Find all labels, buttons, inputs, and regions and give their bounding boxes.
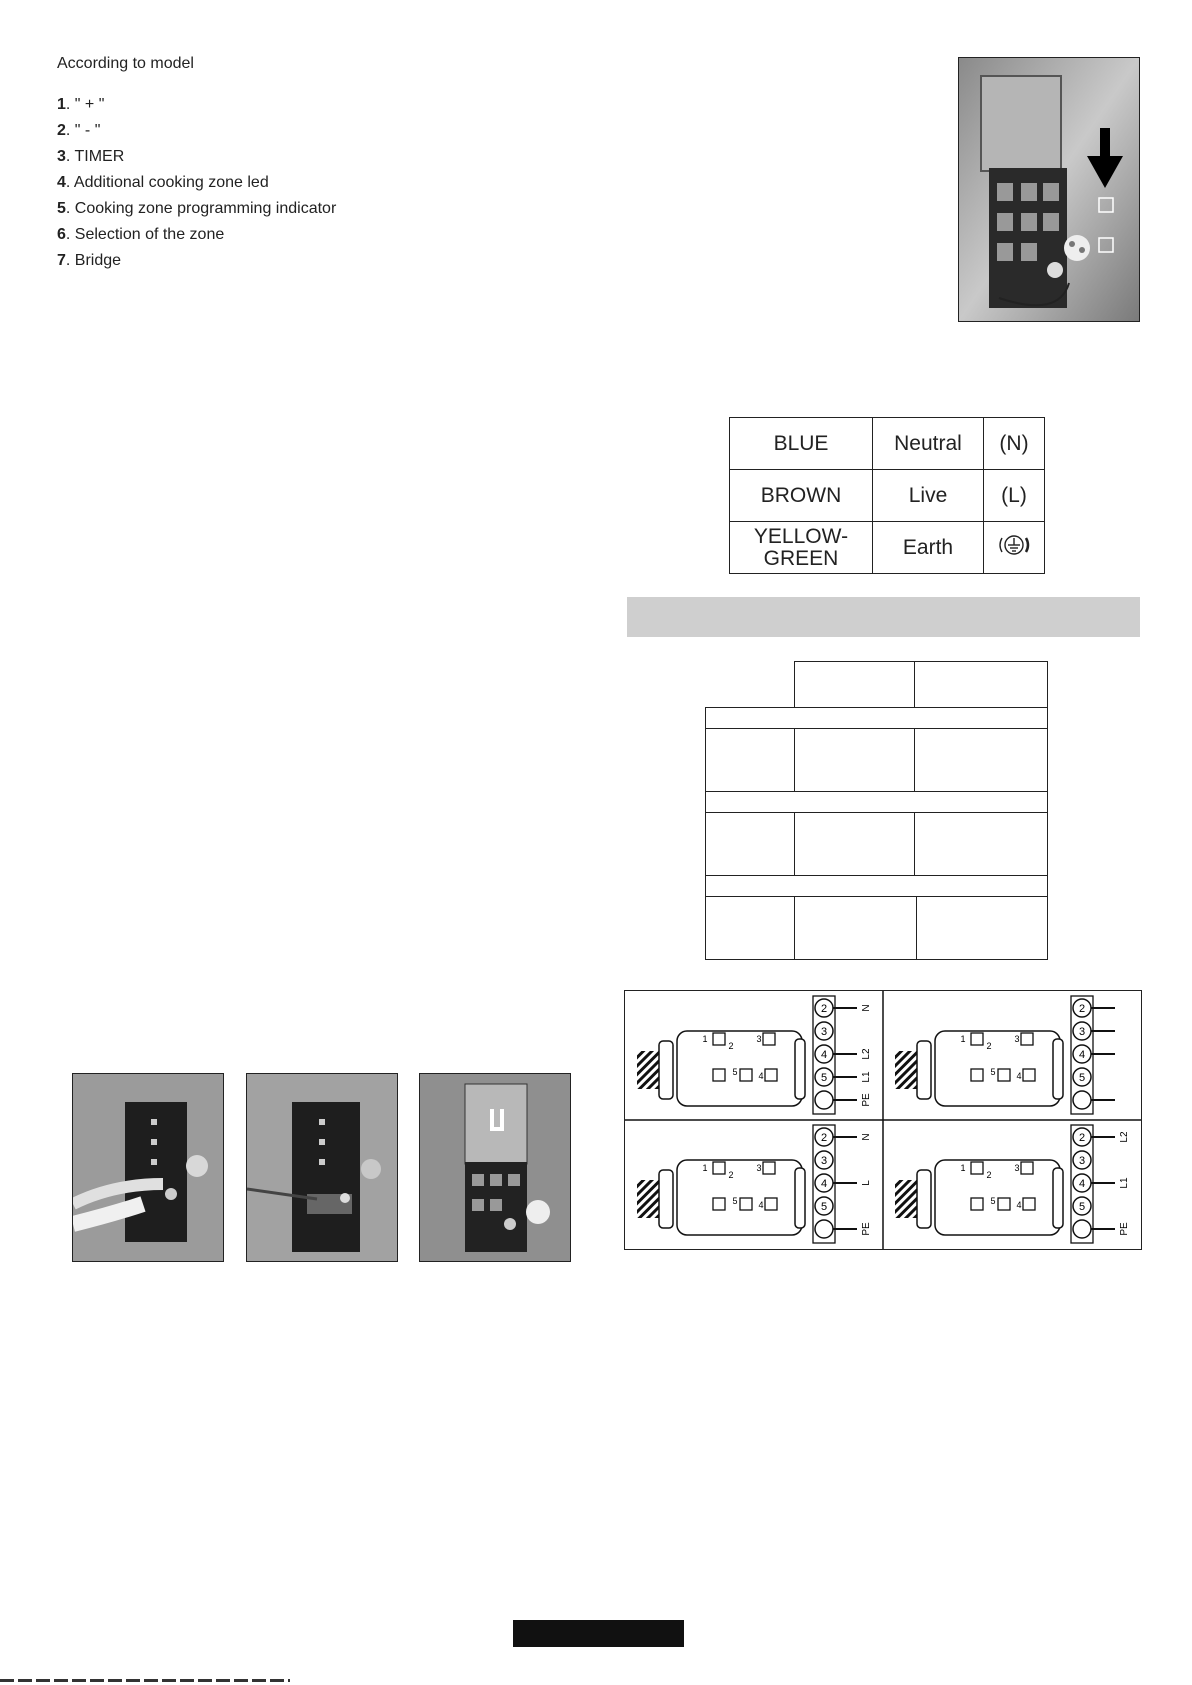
terminal-number: 5 bbox=[1078, 1072, 1086, 1084]
table-row bbox=[730, 470, 1045, 522]
wiring-label: L1 bbox=[861, 1071, 872, 1083]
wire-function-cell: Earth bbox=[873, 522, 984, 574]
block-terminal-number: 5 bbox=[732, 1196, 738, 1206]
table-cell bbox=[794, 812, 915, 876]
block-terminal-number: 1 bbox=[960, 1034, 966, 1044]
block-terminal-number: 4 bbox=[1016, 1071, 1022, 1081]
terminal-block-photo bbox=[958, 57, 1140, 322]
wire-function-cell: Neutral bbox=[873, 418, 984, 470]
step-photo-3 bbox=[419, 1073, 571, 1262]
legend-item-6: 6. Selection of the zone bbox=[57, 226, 225, 243]
table-cell bbox=[794, 896, 917, 960]
footer-rule bbox=[0, 1679, 290, 1682]
terminal-number: 2 bbox=[1078, 1003, 1086, 1015]
block-terminal-number: 2 bbox=[728, 1170, 734, 1180]
legend-item-3: 3. TIMER bbox=[57, 148, 125, 165]
wire-function-cell: Live bbox=[873, 470, 984, 522]
wire-colour-cell: BROWN bbox=[730, 470, 873, 522]
section-header-bar bbox=[627, 597, 1140, 637]
block-terminal-number: 4 bbox=[758, 1200, 764, 1210]
legend-item-4: 4. Additional cooking zone led bbox=[57, 174, 269, 191]
wire-symbol-cell bbox=[984, 522, 1045, 574]
terminal-number: 4 bbox=[820, 1049, 828, 1061]
block-terminal-number: 1 bbox=[702, 1034, 708, 1044]
wire-symbol-cell: (L) bbox=[984, 470, 1045, 522]
section-row bbox=[705, 791, 1048, 813]
wire-symbol-cell: (N) bbox=[984, 418, 1045, 470]
block-terminal-number: 5 bbox=[732, 1067, 738, 1077]
table-cell bbox=[914, 728, 1048, 792]
table-cell bbox=[705, 812, 795, 876]
block-terminal-number: 4 bbox=[1016, 1200, 1022, 1210]
block-terminal-number: 3 bbox=[1014, 1163, 1020, 1173]
terminal-number: 5 bbox=[820, 1072, 828, 1084]
block-terminal-number: 2 bbox=[986, 1170, 992, 1180]
terminal-number: 2 bbox=[820, 1132, 828, 1144]
wire-colour-line2: GREEN bbox=[763, 546, 839, 570]
block-terminal-number: 3 bbox=[1014, 1034, 1020, 1044]
legend-list bbox=[57, 95, 336, 277]
legend-item-7: 7. Bridge bbox=[57, 252, 122, 269]
terminal-number: 3 bbox=[820, 1026, 828, 1038]
terminal-number: 3 bbox=[1078, 1155, 1086, 1167]
block-terminal-number: 3 bbox=[756, 1163, 762, 1173]
wiring-label: L1 bbox=[1119, 1177, 1130, 1189]
legend-item-5: 5. Cooking zone programming indicator bbox=[57, 200, 337, 217]
wire-colour-line1: YELLOW- bbox=[753, 524, 849, 548]
wiring-diagrams bbox=[624, 990, 1142, 1250]
wiring-label: PE bbox=[861, 1222, 872, 1236]
wiring-label: PE bbox=[1119, 1222, 1130, 1236]
earth-symbol-icon bbox=[997, 533, 1031, 557]
block-terminal-number: 1 bbox=[702, 1163, 708, 1173]
terminal-number: 5 bbox=[820, 1201, 828, 1213]
table-cell bbox=[916, 896, 1048, 960]
wiring-label: L bbox=[861, 1180, 872, 1186]
block-terminal-number: 1 bbox=[960, 1163, 966, 1173]
block-terminal-number: 5 bbox=[990, 1067, 996, 1077]
table-cell bbox=[705, 728, 795, 792]
wiring-label: PE bbox=[861, 1093, 872, 1107]
block-terminal-number: 3 bbox=[756, 1034, 762, 1044]
down-arrow-icon bbox=[1087, 128, 1123, 188]
terminal-number: 4 bbox=[1078, 1178, 1086, 1190]
terminal-number: 3 bbox=[1078, 1026, 1086, 1038]
terminal-number: 2 bbox=[820, 1003, 828, 1015]
legend-item-2: 2. " - " bbox=[57, 122, 101, 139]
legend-item-1: 1. " + " bbox=[57, 96, 105, 113]
block-terminal-number: 4 bbox=[758, 1071, 764, 1081]
terminal-number: 4 bbox=[820, 1178, 828, 1190]
terminal-number: 2 bbox=[1078, 1132, 1086, 1144]
block-terminal-number: 2 bbox=[728, 1041, 734, 1051]
table-cell bbox=[705, 896, 795, 960]
page-number-bar bbox=[513, 1620, 684, 1647]
table-cell bbox=[794, 728, 915, 792]
terminal-number: 4 bbox=[1078, 1049, 1086, 1061]
terminal-number: 5 bbox=[1078, 1201, 1086, 1213]
wiring-diagram-c bbox=[637, 1125, 872, 1243]
terminal-number: 3 bbox=[820, 1155, 828, 1167]
step-photo-1 bbox=[72, 1073, 224, 1262]
wire-colour-table bbox=[729, 417, 1045, 574]
legend-title: According to model bbox=[57, 55, 194, 72]
step-photo-2 bbox=[246, 1073, 398, 1262]
table-row bbox=[730, 418, 1045, 470]
wiring-diagram-a bbox=[637, 996, 872, 1114]
header-cell bbox=[914, 661, 1048, 708]
wiring-label: N bbox=[861, 1133, 872, 1141]
wire-colour-cell bbox=[730, 522, 873, 574]
wire-colour-cell: BLUE bbox=[730, 418, 873, 470]
section-row bbox=[705, 875, 1048, 897]
block-terminal-number: 5 bbox=[990, 1196, 996, 1206]
table-cell bbox=[914, 812, 1048, 876]
wiring-diagram-d bbox=[895, 1125, 1130, 1243]
wiring-label: N bbox=[861, 1004, 872, 1012]
table-row bbox=[730, 522, 1045, 574]
wiring-label: L2 bbox=[861, 1048, 872, 1060]
wiring-label: L2 bbox=[1119, 1131, 1130, 1143]
section-row bbox=[705, 707, 1048, 729]
header-cell bbox=[794, 661, 915, 708]
block-terminal-number: 2 bbox=[986, 1041, 992, 1051]
